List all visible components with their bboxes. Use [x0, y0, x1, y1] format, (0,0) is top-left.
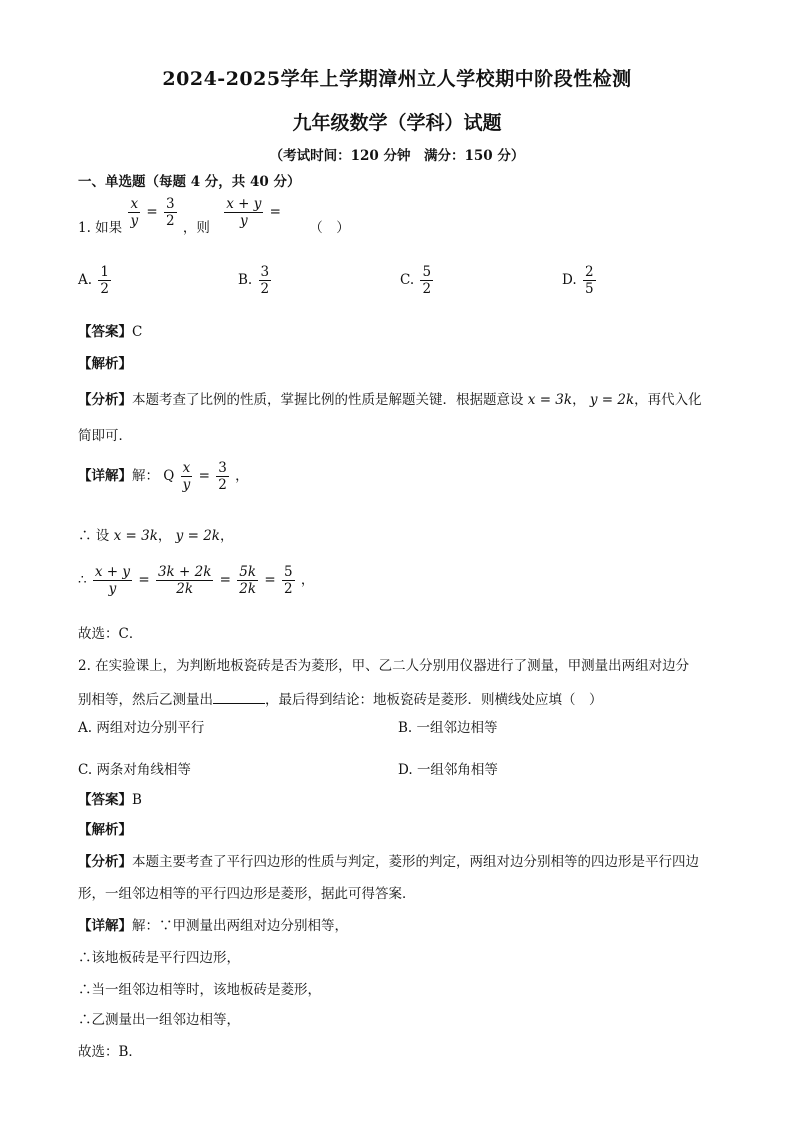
- q2-option-b-label: B.: [398, 720, 413, 736]
- q1-option-d-value: [583, 264, 596, 297]
- q1-detail-intro: 解：: [132, 468, 159, 484]
- q2-option-b-text: 一组邻边相等: [416, 720, 498, 736]
- q1-step2-f4-den: 2: [283, 581, 293, 597]
- q2-fenxi-tag: 【分析】: [78, 854, 132, 870]
- q1-answer: [78, 320, 142, 340]
- q1-answer-tag: 【答案】: [78, 324, 132, 340]
- q2-fenxi-text1: 本题主要考查了平行四边形的性质与判定，菱形的判定，两组对边分别相等的四边形是平行四边: [132, 854, 699, 870]
- q2-detail-tag: 【详解】: [78, 918, 132, 934]
- q1-option-b-num: 3: [260, 264, 270, 280]
- q1-detail-rnum: 3: [218, 460, 227, 476]
- q2-fenxi: [78, 850, 699, 870]
- q1-fenxi-text1: 本题考查了比例的性质，掌握比例的性质是解题关键．根据题意设: [132, 392, 524, 408]
- q2-fenxi-cont: 形，一组邻边相等的平行四边形是菱形，据此可得答案．: [78, 886, 416, 902]
- q1-analysis-heading: [78, 352, 132, 372]
- q1-step2-f2: [156, 564, 213, 597]
- q2-option-d: [398, 758, 498, 778]
- q1-step2-eq3: =: [264, 572, 276, 588]
- q2-option-d-text: 一组邻角相等: [416, 762, 498, 778]
- exam-info: （考试时间：120 分钟 满分：150 分）: [269, 148, 525, 164]
- q1-middle: ，则: [182, 220, 210, 236]
- q2-analysis-heading: [78, 818, 132, 838]
- q2-step1: ∴该地板砖是平行四边形，: [78, 950, 240, 966]
- q1-answer-value: C: [132, 324, 143, 340]
- q1-step2-f2-den: 2k: [176, 581, 194, 597]
- q1-fenxi-eq1: x = 3k: [527, 392, 573, 408]
- q1-fenxi-cont: 简即可．: [78, 428, 132, 444]
- q2-answer-tag: 【答案】: [78, 792, 132, 808]
- q1-step2-f3: [237, 564, 258, 597]
- q1-step1: [78, 524, 233, 544]
- q1-step2-f2-num: 3k + 2k: [157, 564, 212, 580]
- q1-cond-eq: =: [146, 204, 158, 220]
- q1-stem: [78, 196, 350, 236]
- q1-option-a-den: 2: [100, 281, 109, 297]
- q2-stem-line1: 2. 在实验课上，为判断地板瓷砖是否为菱形，甲、乙二人分别用仪器进行了测量，甲测量出两组对边分: [78, 658, 690, 674]
- q2-option-a-label: A.: [78, 720, 93, 736]
- q1-fenxi-eq2: y = 2k: [589, 392, 635, 408]
- q1-option-b-value: [259, 264, 272, 297]
- q2-step3: ∴乙测量出一组邻边相等，: [78, 1012, 240, 1028]
- q1-option-d-den: 5: [584, 281, 594, 297]
- q2-stem-line2: [78, 688, 603, 708]
- q1-analysis-tag: 【解析】: [78, 356, 132, 372]
- q1-step1-eq1: x = 3k: [113, 528, 158, 544]
- q1-detail-end: ，: [235, 468, 249, 484]
- q1-option-a-num: 1: [100, 264, 109, 280]
- q1-prefix: 1. 如果: [78, 220, 123, 236]
- q2-answer: [78, 788, 142, 808]
- q1-option-d-label: D.: [562, 272, 577, 288]
- q2-answer-value: B: [132, 792, 142, 808]
- q1-step2-end: ，: [300, 572, 315, 588]
- q1-option-a-value: [98, 264, 111, 297]
- q1-step2-f1-num: x + y: [94, 564, 131, 580]
- q1-cond-lhs: [128, 196, 140, 229]
- q1-detail-q: Q: [163, 468, 175, 484]
- q1-option-b-label: B.: [238, 272, 253, 288]
- q1-detail-rden: 2: [218, 477, 227, 493]
- q1-fenxi-tag: 【分析】: [78, 392, 132, 408]
- q1-cond-rden: 2: [166, 213, 175, 229]
- exam-subtitle: 九年级数学（学科）试题: [292, 112, 502, 134]
- q2-option-d-label: D.: [398, 762, 413, 778]
- q1-option-c-value: [420, 264, 433, 297]
- q1-suffix: （ ）: [309, 220, 350, 236]
- q1-option-c-num: 5: [422, 264, 432, 280]
- q2-conclusion: 故选：B．: [78, 1044, 142, 1060]
- q1-fenxi-sep: ，: [572, 392, 586, 408]
- q1-option-b: [238, 264, 273, 297]
- q1-option-c: [400, 264, 435, 297]
- q1-cond-rhs: [164, 196, 177, 229]
- q1-cond-num: x: [130, 196, 139, 212]
- exam-title: 2024-2025学年上学期漳州立人学校期中阶段性检测: [162, 68, 632, 90]
- q1-conclusion: 故选：C．: [78, 626, 143, 642]
- q1-detail-eq: =: [198, 468, 210, 484]
- q1-option-d: [562, 264, 598, 297]
- q1-option-a: [78, 264, 113, 297]
- q1-step2-f3-num: 5k: [239, 564, 257, 580]
- q1-expr-eq: =: [269, 204, 281, 220]
- q2-stem-part2: ，最后得到结论：地板瓷砖是菱形．则横线处应填（ ）: [265, 692, 603, 708]
- q2-analysis-tag: 【解析】: [78, 822, 132, 838]
- q1-detail: [78, 460, 249, 493]
- q1-step1-end: ，: [219, 528, 234, 544]
- section-heading: 一、单选题（每题 4 分，共 40 分）: [78, 174, 301, 190]
- q2-option-b: [398, 716, 498, 736]
- q2-option-c-label: C.: [78, 762, 93, 778]
- q1-step1-eq2: y = 2k: [175, 528, 220, 544]
- q1-step2-f1-den: y: [108, 581, 117, 597]
- q2-option-a-text: 两组对边分别平行: [96, 720, 205, 736]
- q1-expr-den: y: [239, 213, 248, 229]
- q1-step2-eq1: =: [138, 572, 150, 588]
- q1-detail-num: x: [182, 460, 191, 476]
- q1-step1-sep: ，: [157, 528, 172, 544]
- q1-step2: [78, 564, 314, 597]
- q2-option-a: [78, 716, 204, 736]
- q1-option-d-num: 2: [584, 264, 594, 280]
- q2-step2: ∴当一组邻边相等时，该地板砖是菱形，: [78, 982, 321, 998]
- q2-answer-blank: [213, 691, 265, 704]
- q1-expr-num: x + y: [226, 196, 262, 212]
- q1-option-a-label: A.: [78, 272, 93, 288]
- q1-option-c-label: C.: [400, 272, 415, 288]
- q2-option-c-text: 两条对角线相等: [96, 762, 191, 778]
- q2-detail: [78, 914, 348, 934]
- q1-option-b-den: 2: [260, 281, 270, 297]
- q2-stem-part1: 别相等，然后乙测量出: [78, 692, 213, 708]
- q1-cond-rnum: 3: [166, 196, 175, 212]
- q1-step2-f1: [93, 564, 132, 597]
- q1-step2-prefix: ∴: [78, 572, 87, 588]
- q1-step1-prefix: ∴ 设: [78, 528, 110, 544]
- q1-fenxi-text2: ，再代入化: [634, 392, 702, 408]
- q2-option-c: [78, 758, 191, 778]
- q1-step2-f4: [282, 564, 295, 597]
- q1-detail-den: y: [182, 477, 191, 493]
- q1-detail-lhs: [181, 460, 193, 493]
- q1-expr: [224, 196, 263, 229]
- q1-fenxi: [78, 388, 702, 408]
- q1-cond-den: y: [130, 213, 139, 229]
- q1-step2-eq2: =: [219, 572, 231, 588]
- q1-option-c-den: 2: [422, 281, 432, 297]
- q1-step2-f4-num: 5: [283, 564, 293, 580]
- q1-detail-tag: 【详解】: [78, 468, 132, 484]
- q1-detail-rhs: [216, 460, 229, 493]
- q2-detail-text: 解：∵甲测量出两组对边分别相等，: [132, 918, 348, 934]
- q1-step2-f3-den: 2k: [239, 581, 257, 597]
